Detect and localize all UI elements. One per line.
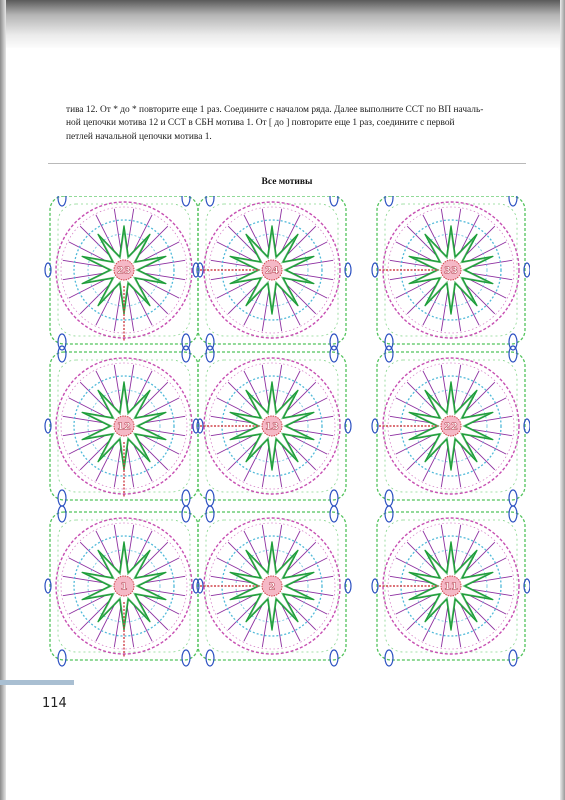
stitch-spoke — [114, 608, 120, 648]
joining-loop — [385, 650, 393, 666]
joining-loop — [206, 506, 214, 522]
joining-loop — [509, 346, 517, 362]
stitch-spoke — [127, 525, 133, 565]
motif-number: 22 — [444, 421, 458, 433]
instruction-line: тива 12. От * до * повторите еще 1 раз. Соедините с началом ряда. Далее выполните ССТ по ВП началь- — [66, 105, 484, 115]
motif-number: 24 — [265, 265, 279, 277]
stitch-spoke — [454, 525, 460, 565]
stitch-spoke — [262, 209, 268, 249]
stitch-spoke — [114, 209, 120, 249]
motif-number: 11 — [444, 581, 458, 593]
stitch-spoke — [114, 525, 120, 565]
stitch-spoke — [262, 365, 268, 405]
joining-loop — [509, 650, 517, 666]
joining-loop — [385, 506, 393, 522]
stitch-spoke — [441, 608, 447, 648]
motif-number: 1 — [120, 581, 128, 593]
joining-loop — [385, 346, 393, 362]
crochet-motif-diagram — [40, 196, 530, 668]
stitch-spoke — [441, 448, 447, 488]
motif — [45, 346, 203, 506]
joining-loop — [58, 650, 66, 666]
scan-top-shadow — [0, 0, 565, 50]
stitch-spoke — [127, 292, 133, 332]
joining-loop — [206, 650, 214, 666]
stitch-spoke — [262, 448, 268, 488]
stitch-spoke — [454, 608, 460, 648]
joining-loop — [206, 346, 214, 362]
joining-loop — [182, 650, 190, 666]
joining-loop — [182, 490, 190, 506]
joining-loop — [182, 346, 190, 362]
motif-number: 23 — [117, 265, 131, 277]
chart-title: Все мотивы — [261, 177, 313, 187]
stitch-spoke — [127, 608, 133, 648]
motif — [372, 196, 530, 350]
stitch-spoke — [275, 209, 281, 249]
stitch-spoke — [127, 448, 133, 488]
stitch-spoke — [441, 365, 447, 405]
motif-number: 12 — [117, 421, 131, 433]
joining-loop — [330, 506, 338, 522]
stitch-spoke — [262, 525, 268, 565]
motif — [372, 346, 530, 506]
motif — [372, 506, 530, 666]
joining-loop — [330, 490, 338, 506]
stitch-spoke — [454, 365, 460, 405]
stitch-spoke — [275, 608, 281, 648]
motif — [45, 506, 203, 666]
joining-loop — [509, 506, 517, 522]
joining-loop — [206, 490, 214, 506]
section-divider — [48, 163, 526, 164]
page-number: 114 — [42, 696, 67, 711]
stitch-spoke — [262, 608, 268, 648]
motif-number: 33 — [444, 265, 458, 277]
stitch-spoke — [454, 448, 460, 488]
scan-right-shadow — [560, 0, 565, 800]
stitch-spoke — [454, 292, 460, 332]
motif-number: 2 — [268, 581, 276, 593]
footer-accent-bar — [0, 680, 74, 685]
joining-loop — [58, 346, 66, 362]
stitch-spoke — [275, 525, 281, 565]
stitch-spoke — [127, 365, 133, 405]
joining-loop — [58, 506, 66, 522]
motif — [45, 196, 203, 350]
stitch-spoke — [441, 525, 447, 565]
stitch-spoke — [262, 292, 268, 332]
motif-number: 13 — [265, 421, 279, 433]
joining-loop — [330, 346, 338, 362]
motif — [193, 346, 351, 506]
stitch-spoke — [441, 209, 447, 249]
joining-loop — [509, 490, 517, 506]
motif — [193, 196, 351, 350]
joining-loop — [58, 490, 66, 506]
stitch-spoke — [114, 448, 120, 488]
stitch-spoke — [441, 292, 447, 332]
stitch-spoke — [275, 448, 281, 488]
instruction-line: петлей начальной цепочки мотива 1. — [66, 131, 212, 142]
stitch-spoke — [114, 365, 120, 405]
joining-loop — [330, 650, 338, 666]
motif — [193, 506, 351, 666]
stitch-spoke — [114, 292, 120, 332]
instruction-line: ной цепочки мотива 12 и ССТ в СБН мотива 1. От [ до ] повторите еще 1 раз, соедините с первой — [66, 118, 455, 129]
joining-loop — [182, 506, 190, 522]
stitch-spoke — [275, 292, 281, 332]
stitch-spoke — [127, 209, 133, 249]
joining-loop — [385, 490, 393, 506]
stitch-spoke — [275, 365, 281, 405]
instruction-paragraph — [66, 104, 526, 144]
stitch-spoke — [454, 209, 460, 249]
